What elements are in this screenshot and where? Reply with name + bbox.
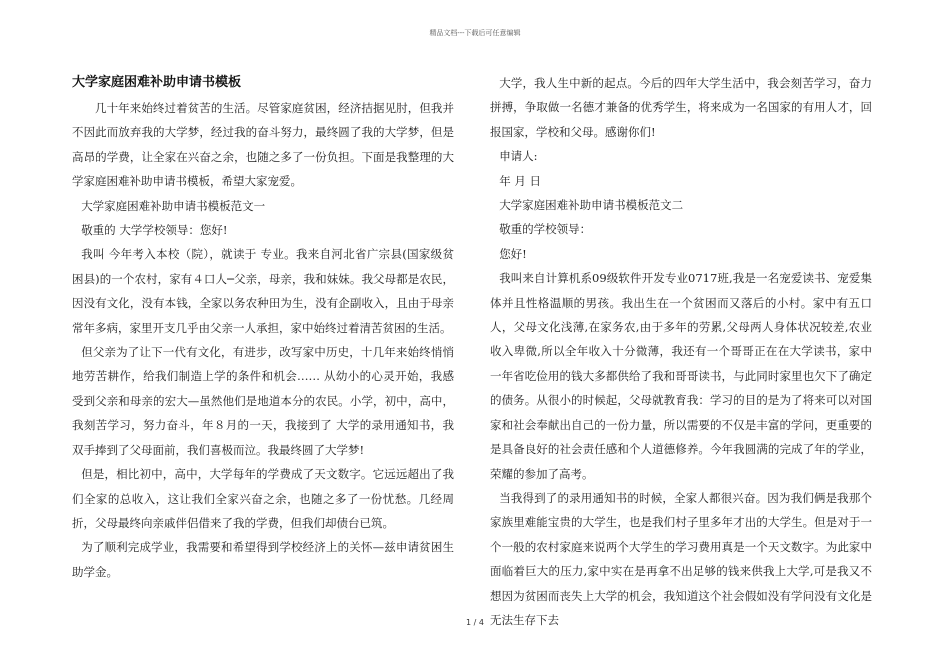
- section-heading-sample-one: 大学家庭困难补助申请书模板范文一: [81, 198, 266, 213]
- page-number: 1 / 4: [466, 618, 484, 627]
- greeting-line: 您好!: [499, 246, 527, 261]
- section-heading-sample-two: 大学家庭困难补助申请书模板范文二: [499, 198, 684, 213]
- left-column: [72, 70, 454, 584]
- body-paragraph: 但是，相比初中，高中，大学每年的学费成了天文数字。它远远超出了我们全家的总收入，这让我们全家兴奋之余，也随之多了一份忧愁。几经周折，父母最终向亲戚伴侣借来了我的学费，但我们却债台已筑。: [72, 467, 454, 530]
- document-title: 大学家庭困难补助申请书模板: [72, 75, 242, 90]
- salutation-paragraph: 敬重的学校领导：: [499, 222, 592, 237]
- right-column: [490, 71, 872, 632]
- body-paragraph: 为了顺利完成学业，我需要和希望得到学校经济上的关怀—兹申请贫困生助学金。: [72, 540, 454, 579]
- date-line: 年 月 日: [499, 173, 541, 188]
- body-paragraph: 我叫来自计算机系09级软件开发专业0717班,我是一名宠爱读书、宠爱集体并且性格温顺的男孩。我出生在一个贫困而又落后的小村。家中有五口人，父母文化浅薄,在家务农,由于多年的劳累,父母两人身体状况较差,农业收入卑微,所以全年收入十分微薄，我还有一个哥哥正在在大学读书，家中一年省吃俭用的钱大多都供给了我和哥哥读书，与此同时家里也欠下了确定的债务。从很小的时候起，父母就教育我：学习的目的是为了将来可以对国家和社会奉献出自己的一份力量，所以需要的不仅是丰富的学问，更重要的是具备良好的社会责任感和个人道德修养。今年我圆满的完成了年的学业，荣耀的参加了高考。: [490, 271, 872, 481]
- applicant-line: 申请人:: [499, 149, 538, 164]
- body-paragraph: 我叫 今年考入本校（院），就读于 专业。我来自河北省广宗县(国家级贫困县)的一个农村，家有４口人─父亲，母亲，我和妹妹。我父母都是农民，因没有文化，没有本钱，全家以务农种田为生，没有企副收入，且由于母亲常年多病，家里开支几乎由父亲一人承担，家中始终过着清苦贫困的生活。: [72, 247, 454, 335]
- body-paragraph: 大学，我人生中新的起点。今后的四年大学生活中，我会刻苦学习，奋力拼搏，争取做一名德才兼备的优秀学生，将来成为一名国家的有用人才，回报国家，学校和父母。感谢你们!: [490, 76, 872, 139]
- page-header: 精品文档---下载后可任意编辑: [429, 29, 521, 37]
- intro-paragraph: 几十年来始终过着贫苦的生活。尽管家庭贫困，经济拮据见肘，但我并不因此而放弃我的大学梦，经过我的奋斗努力，最终圆了我的大学梦，但是高昂的学费，让全家在兴奋之余，也随之多了一份负担。下面是我整理的大学家庭困难补助申请书模板，希望大家宠爱。: [72, 101, 454, 189]
- body-paragraph: 当我得到了的录用通知书的时候，全家人都很兴奋。因为我们俩是我那个家族里难能宝贵的大学生，也是我们村子里多年才出的大学生。但是对于一个一般的农村家庭来说两个大学生的学习费用真是一个天文数字。为此家中面临着巨大的压力,家中实在是再拿不出足够的钱来供我上大学,可是我又不想因为贫困而丧失上大学的机会，我知道这个社会假如没有学问没有文化是无法生存下去: [490, 490, 872, 627]
- salutation-paragraph: 敬重的 大学学校领导：您好!: [81, 223, 228, 238]
- body-paragraph: 但父亲为了让下一代有文化，有进步，改写家中历史，十几年来始终悄悄地劳苦耕作，给我们制造上学的条件和机会…… 从幼小的心灵开始，我感受到父亲和母亲的宏大—虽然他们是地道本分的农民。小学，初中，高中，我刻苦学习，努力奋斗，年８月的一天，我接到了 大学的录用通知书，我双手捧到了父母面前，我们喜极而泣。我最终圆了大学梦!: [72, 345, 454, 457]
